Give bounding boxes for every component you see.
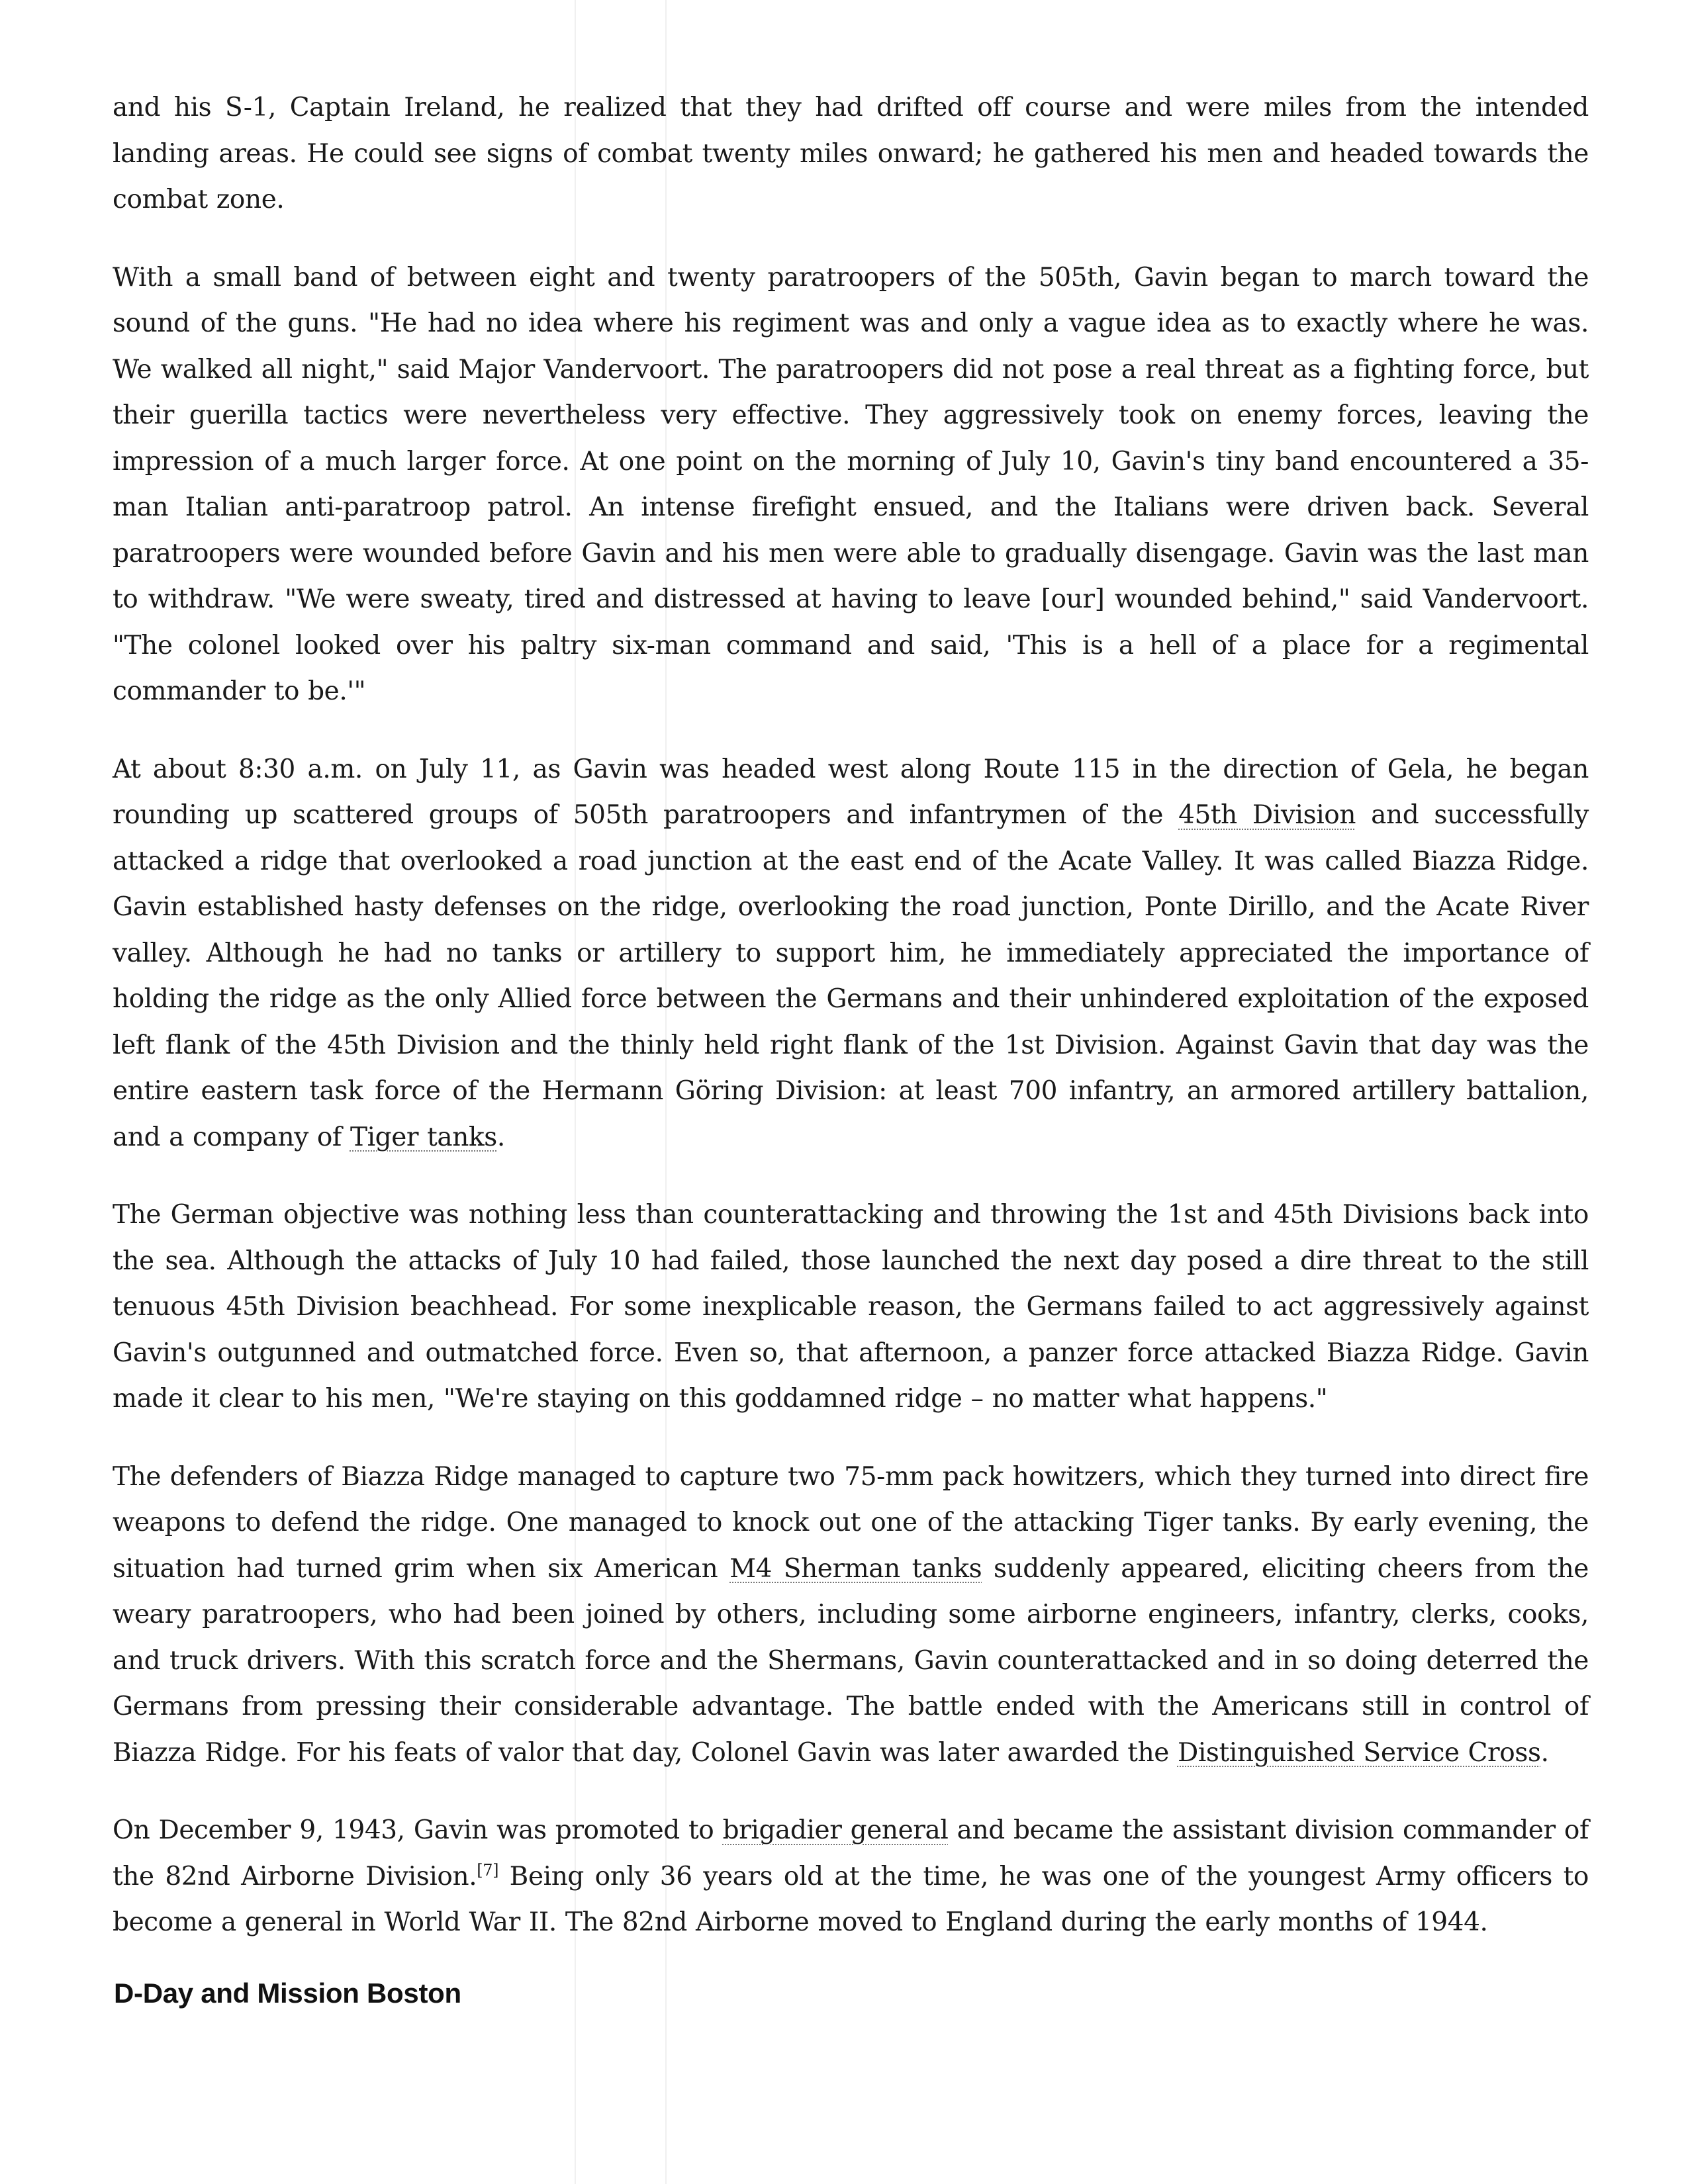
text-run: At about 8:30 a.m. on July 11, as Gavin was headed west along Route 115 in the direction of Gela, he began rounding up scattered groups of 505th paratroopers and infantrymen of the bbox=[113, 754, 1589, 830]
section-heading: D-Day and Mission Boston bbox=[114, 1978, 461, 2009]
text-run: . bbox=[1540, 1737, 1549, 1768]
text-run: . bbox=[496, 1122, 505, 1152]
citation-7[interactable]: [7] bbox=[477, 1860, 499, 1880]
link-brigadier-general[interactable]: brigadier general bbox=[722, 1815, 949, 1845]
paragraph-1 bbox=[113, 85, 1589, 223]
text-run: With a small band of between eight and twenty paratroopers of the 505th, Gavin began to march toward the sound of the guns. "He had no idea where his regiment was and only a vague idea as to exactly where he was. We walked all night," said Major Vandervoort. The paratroopers did not pose a real threat as a fighting force, but their guerilla tactics were nevertheless very effective. They aggressively took on enemy forces, leaving the impression of a much larger force. At one point on the morning of July 10, Gavin's tiny band encountered a 35-man Italian anti-paratroop patrol. An intense firefight ensued, and the Italians were driven back. Several paratroopers were wounded before Gavin and his men were able to gradually disengage. Gavin was the last man to withdraw. "We were sweaty, tired and distressed at having to leave [our] wounded behind," said Vandervoort. "The colonel looked over his paltry six-man command and said, 'This is a hell of a place for a regimental commander to be.'" bbox=[113, 262, 1589, 706]
text-run: and successfully attacked a ridge that overlooked a road junction at the east end of the Acate Valley. It was called Biazza Ridge. Gavin established hasty defenses on the ridge, overlooking the road junction, Ponte Dirillo, and the Acate River valley. Although he had no tanks or artillery to support him, he immediately appreciated the importance of holding the ridge as the only Allied force between the Germans and their unhindered exploitation of the exposed left flank of the 45th Division and the thinly held right flank of the 1st Division. Against Gavin that day was the entire eastern task force of the Hermann Göring Division: at least 700 infantry, an armored artillery battalion, and a company of bbox=[113, 800, 1589, 1152]
paragraph-6 bbox=[113, 1807, 1589, 1946]
link-m4-sherman-tanks[interactable]: M4 Sherman tanks bbox=[729, 1553, 982, 1584]
text-run: suddenly appeared, eliciting cheers from the weary paratroopers, who had been joined by others, including some airborne engineers, infantry, clerks, cooks, and truck drivers. With this scratch force and the Shermans, Gavin counterattacked and in so doing deterred the Germans from pressing their considerable advantage. The battle ended with the Americans still in control of Biazza Ridge. For his feats of valor that day, Colonel Gavin was later awarded the bbox=[113, 1553, 1589, 1768]
paragraph-2 bbox=[113, 255, 1589, 715]
text-run: On December 9, 1943, Gavin was promoted to bbox=[113, 1815, 723, 1845]
paragraph-5 bbox=[113, 1454, 1589, 1776]
document-page bbox=[113, 85, 1589, 1978]
text-run: Being only 36 years old at the time, he was one of the youngest Army officers to become a general in World War II. The 82nd Airborne moved to England during the early months of 1944. bbox=[113, 1861, 1589, 1937]
text-run: and became the assistant division commander of the 82nd Airborne Division. bbox=[113, 1815, 1589, 1891]
link-tiger-tanks[interactable]: Tiger tanks bbox=[350, 1122, 497, 1152]
link-distinguished-service-cross[interactable]: Distinguished Service Cross bbox=[1177, 1737, 1541, 1768]
link-45th-division[interactable]: 45th Division bbox=[1178, 800, 1356, 830]
text-run: The German objective was nothing less than counterattacking and throwing the 1st and 45th Divisions back into the sea. Although the attacks of July 10 had failed, those launched the next day posed a dire threat to the still tenuous 45th Division beachhead. For some inexplicable reason, the Germans failed to act aggressively against Gavin's outgunned and outmatched force. Even so, that afternoon, a panzer force attacked Biazza Ridge. Gavin made it clear to his men, "We're staying on this goddamned ridge – no matter what happens." bbox=[113, 1200, 1589, 1414]
text-run: The defenders of Biazza Ridge managed to capture two 75-mm pack howitzers, which they turned into direct fire weapons to defend the ridge. One managed to knock out one of the attacking Tiger tanks. By early evening, the situation had turned grim when six American bbox=[113, 1461, 1589, 1584]
paragraph-3 bbox=[113, 747, 1589, 1161]
text-run: and his S-1, Captain Ireland, he realized that they had drifted off course and were miles from the intended landing areas. He could see signs of combat twenty miles onward; he gathered his men and headed towards the combat zone. bbox=[113, 93, 1589, 214]
paragraph-4 bbox=[113, 1192, 1589, 1422]
